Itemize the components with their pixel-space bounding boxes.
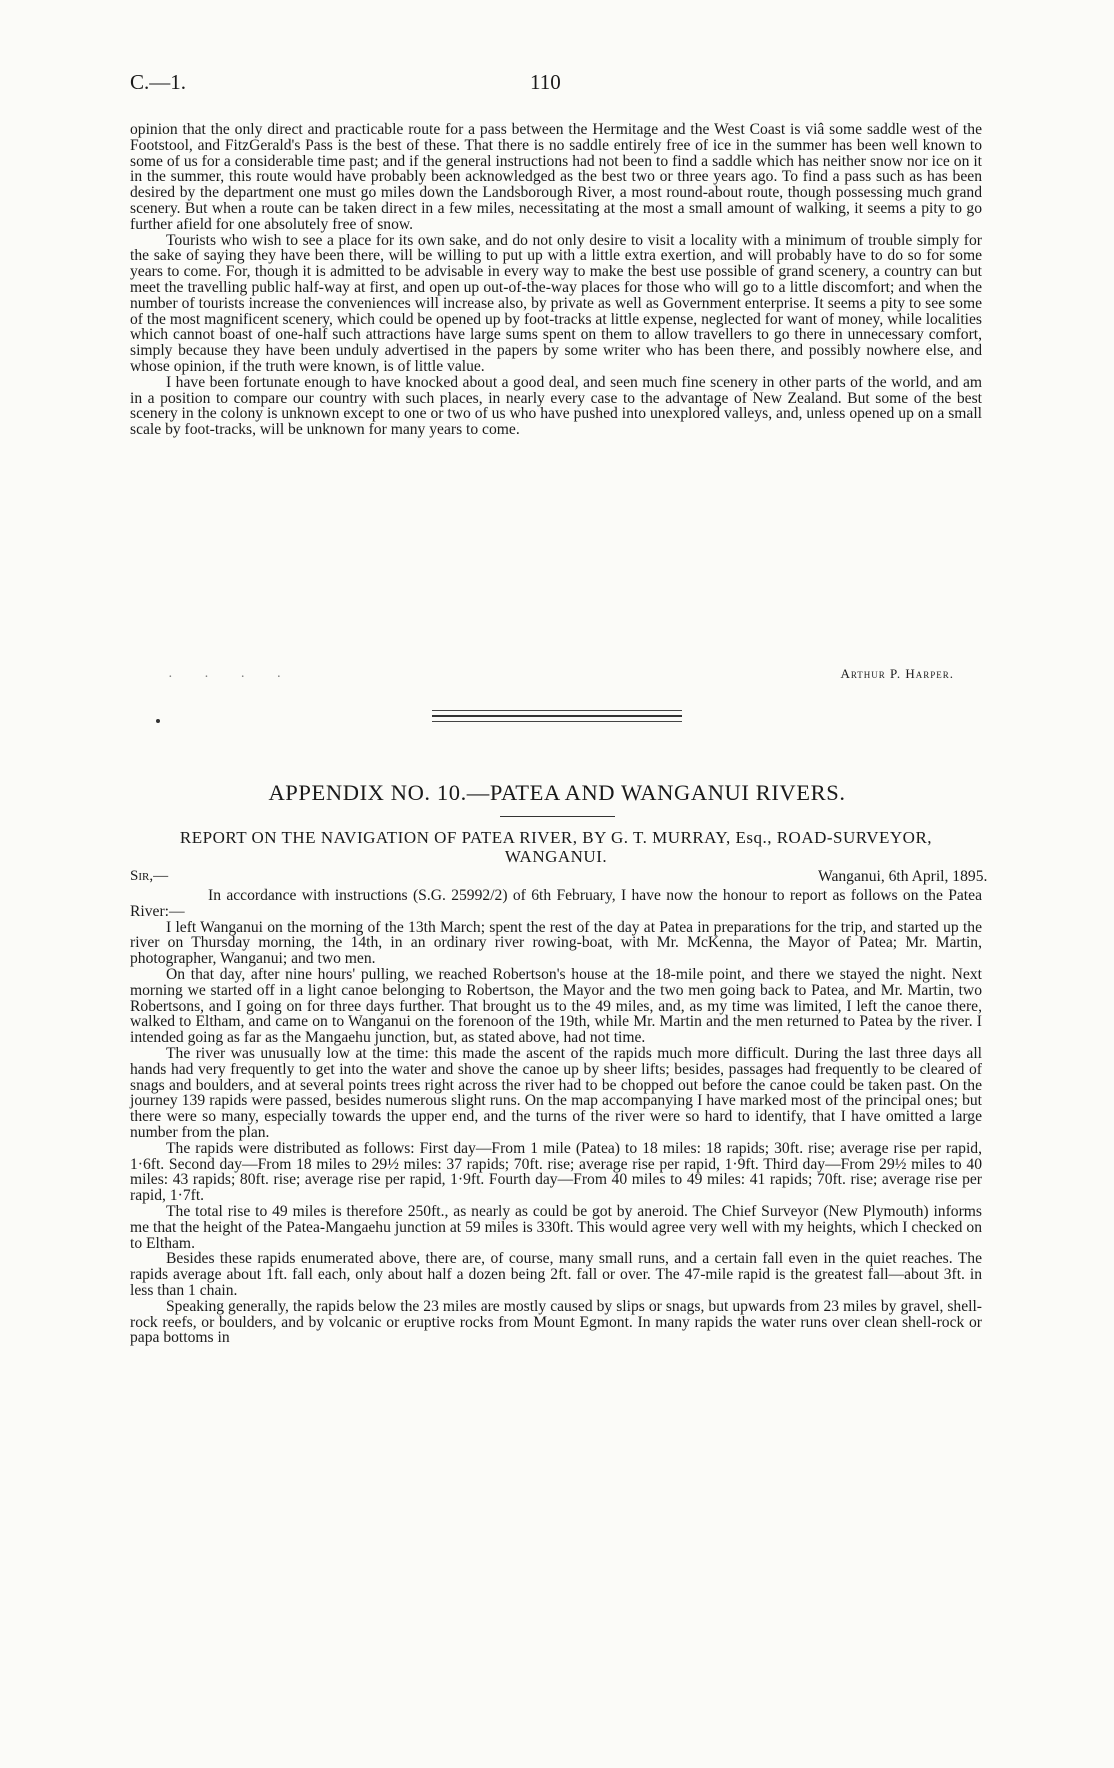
signature: Arthur P. Harper. bbox=[840, 666, 954, 681]
appendix-title: APPENDIX NO. 10.—PATEA AND WANGANUI RIVERS. bbox=[268, 780, 846, 805]
paragraph: I left Wanganui on the morning of the 13th March; spent the rest of the day at Patea in preparations for the trip, and started up the river on Thursday morning, the 14th, in an ordinary river rowing-boat, with Mr. McKenna, the Mayor of Patea; Mr. Martin, photographer, Wanganui; and two men. bbox=[130, 918, 982, 968]
report-text bbox=[130, 888, 982, 1346]
paragraph: Speaking generally, the rapids below the 23 miles are mostly caused by slips or snags, but upwards from 23 miles by gravel, shell-rock reefs, or boulders, and by volcanic or eruptive rocks from Mount Egmont. In many rapids the water runs over clean shell-rock or papa bottoms in bbox=[130, 1297, 982, 1347]
paragraph: Besides these rapids enumerated above, there are, of course, many small runs, and a certain fall even in the quiet reaches. The rapids average about 1ft. fall each, only about half a dozen being 2ft. fall or over. The 47-mile rapid is the greatest fall—about 3ft. in less than 1 chain. bbox=[130, 1250, 982, 1299]
section-divider bbox=[432, 721, 682, 722]
document-reference: C.—1. bbox=[130, 70, 187, 94]
harper-letter-text bbox=[130, 122, 982, 438]
paragraph: opinion that the only direct and practicable route for a pass between the Hermitage and the West Coast is viâ some saddle west of the Footstool, and FitzGerald's Pass is the best of these. That there is no saddle entirely free of ice in the summer has been well known to some of us for a considerable time past; and if the general instructions had not been to find a saddle which has neither snow nor ice on it in the summer, this route would have probably been acknowledged as the best two or three years ago. To find a pass such as has been desired by the department one must go miles down the Landsborough River, a most round-about route, though possessing much grand scenery. But when a route can be taken direct in a few miles, necessitating at the most a small amount of walking, it seems a pity to go further afield for one absolutely free of snow. bbox=[130, 121, 982, 233]
paragraph: On that day, after nine hours' pulling, we reached Robertson's house at the 18-mile point, and there we stayed the night. Next morning we started off in a light canoe belonging to Robertson, the Mayor and the two men going back to Patea, and Mr. Martin, two Robertsons, and I going on for three days further. That brought us to the 49 miles, and, as my time was limited, I left the canoe there, walked to Eltham, and came on to Wanganui on the forenoon of the 19th, while Mr. Martin and the men returned to Patea by the river. I intended going as far as the Mangaehu junction, but, as stated above, had not time. bbox=[130, 965, 982, 1047]
paragraph: Tourists who wish to see a place for its own sake, and do not only desire to visit a locality with a minimum of trouble simply for the sake of saying they have been there, will be willing to put up with a little extra exertion, and will probably have to do so for some years to come. For, though it is admitted to be advisable in every way to make the best use possible of grand scenery, a country can but meet the travelling public half-way at first, and open up out-of-the-way places for those who will go to a little discomfort; and when the number of tourists increase the conveniences will increase also, by private as well as Government enterprise. It seems a pity to see some of the most magnificent scenery, which could be opened up by foot-tracks at little expense, neglected for want of money, while localities which cannot boast of one-half such attractions have large sums spent on them to allow travellers to go there in unnecessary comfort, simply because they have been unduly advertised in the papers by some writer who has been there, and possibly nowhere else, and whose opinion, if the truth were known, is of little value. bbox=[130, 231, 982, 375]
paragraph: The rapids were distributed as follows: First day—From 1 mile (Patea) to 18 miles: 18 rapids; 30ft. rise; average rise per rapid, 1·6ft. Second day—From 18 miles to 29½ miles: 37 rapids; 70ft. rise; average rise per rapid, 1·9ft. Third day—From 29½ miles to 40 miles: 43 rapids; 80ft. rise; average rise per rapid, 1·9ft. Fourth day—From 40 miles to 49 miles: 41 rapids; 70ft. rise; average rise per rapid, 1·7ft. bbox=[130, 1139, 982, 1205]
decorative-dots: · · · · bbox=[168, 670, 296, 685]
decorative-mark bbox=[156, 719, 160, 723]
section-divider bbox=[432, 715, 682, 717]
title-underline bbox=[500, 816, 615, 817]
report-title: REPORT ON THE NAVIGATION OF PATEA RIVER, BY G. T. MURRAY, Esq., ROAD-SURVEYOR, WANGANUI. bbox=[179, 828, 933, 866]
paragraph: In accordance with instructions (S.G. 25992/2) of 6th February, I have now the honour to report as follows on the Patea River:— bbox=[130, 887, 982, 920]
salutation: Sir,— bbox=[130, 868, 169, 884]
paragraph: The total rise to 49 miles is therefore 250ft., as nearly as could be got by aneroid. The Chief Surveyor (New Plymouth) informs me that the height of the Patea-Mangaehu junction at 59 miles is 330ft. This would agree very well with my heights, which I checked on to Eltham. bbox=[130, 1202, 982, 1252]
page-header bbox=[130, 70, 984, 100]
paragraph: I have been fortunate enough to have knocked about a good deal, and seen much fine scenery in other parts of the world, and am in a position to compare our country with such places, in nearly every case to the advantage of New Zealand. But some of the best scenery in the colony is unknown except to one or two of us who have pushed into unexplored valleys, and, unless opened up on a small scale by foot-tracks, will be unknown for many years to come. bbox=[130, 373, 982, 439]
section-divider bbox=[432, 710, 682, 711]
paragraph: The river was unusually low at the time: this made the ascent of the rapids much more difficult. During the last three days all hands had very frequently to get into the water and shove the canoe up by sheer lifts; besides, passages had frequently to be cleared of snags and boulders, and at several points trees right across the river had to be chopped out before the canoe could be taken past. On the journey 139 rapids were passed, besides numerous slight runs. On the map accompanying I have marked most of the principal ones; but there were so many, especially towards the upper end, and the turns of the river were so hard to identify, that I have omitted a large number from the plan. bbox=[130, 1044, 982, 1141]
dateline: Wanganui, 6th April, 1895. bbox=[818, 868, 988, 885]
page-number: 110 bbox=[530, 70, 561, 94]
